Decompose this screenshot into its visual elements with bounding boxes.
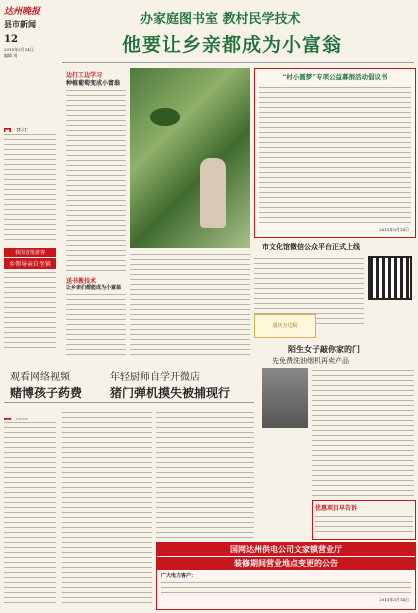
mid-col-text-4 (62, 410, 152, 606)
notice-title: 优惠项目早告诉 (315, 505, 358, 512)
door-story-subtitle: 先免费洗油烟机再卖产品 (272, 357, 349, 365)
notice-box (312, 500, 416, 540)
story-text-1 (66, 88, 126, 272)
door-story-text (312, 368, 414, 498)
left-col-text-3 (4, 420, 56, 606)
masthead-editor: 编辑 刘 (4, 53, 18, 58)
mid-col-text-5 (156, 410, 254, 540)
brand-label: 重庆万达院 (272, 323, 298, 329)
subhead-2: 种植葡萄变成小富翁 (66, 80, 121, 87)
power-notice (156, 542, 416, 610)
subhead-4: 让乡亲们都能成为小富翁 (66, 285, 122, 291)
subhead-1: 边打工边学习 (66, 72, 103, 79)
story-text-3 (130, 252, 250, 356)
headline-kicker: 办家庭图书室 教村民学技术 (140, 12, 301, 27)
subhead-3: 送书教技术 (66, 278, 97, 285)
photo-grapes (150, 108, 180, 126)
door-story-title: 陌生女子敲你家的门 (288, 344, 360, 354)
story-text-2 (66, 292, 126, 356)
video-main-1: 赌博孩子药费 (10, 386, 83, 400)
story-photo (130, 68, 250, 248)
power-notice-date: 2015年5月14日 (379, 597, 409, 602)
power-notice-line2: 装修期间营业地点变更的公告 (157, 556, 415, 570)
masthead (4, 4, 56, 64)
left-col-text-2 (4, 270, 56, 350)
video-kicker-2: 年轻厨师自学开微店 (110, 372, 200, 383)
sidebar-title-2: 乡领导亲自坐镇 (4, 258, 56, 269)
qr-code-icon (368, 256, 412, 300)
left-col-text-1 (4, 132, 56, 244)
notice-text (315, 514, 413, 536)
video-rule (4, 402, 254, 403)
charity-text (259, 85, 411, 223)
left-section-tag (4, 118, 56, 130)
wechat-title: 市文化馆微信公众平台正式上线 (262, 242, 360, 251)
masthead-logo: 达州晚报 (4, 7, 41, 17)
video-main-2: 猪门弹机摸失被捕现行 (110, 386, 231, 400)
masthead-section: 县市新闻 (4, 19, 36, 29)
power-notice-salutation: 广大电力客户： (161, 573, 197, 579)
video-kicker-1: 观看网络视频 (10, 372, 70, 383)
door-photo (262, 368, 308, 428)
headline-rule (62, 62, 414, 63)
masthead-page-no: 12 (4, 34, 18, 45)
photo-person (200, 158, 226, 228)
power-notice-text (161, 580, 411, 596)
charity-box (254, 68, 416, 238)
power-notice-line1: 国网达州供电公司文家镇营业厅 (157, 543, 415, 556)
charity-date: 2015年5月14日 (379, 227, 409, 232)
sidebar-title-1: 我国首批游客 (4, 248, 56, 257)
charity-title: “村小圆梦”专项公益募捐活动倡议书 (282, 73, 388, 81)
headline-main: 他要让乡亲都成为小富翁 (122, 34, 343, 56)
masthead-date: 2015年5月14日 (4, 47, 34, 52)
brand-box (254, 314, 316, 338)
